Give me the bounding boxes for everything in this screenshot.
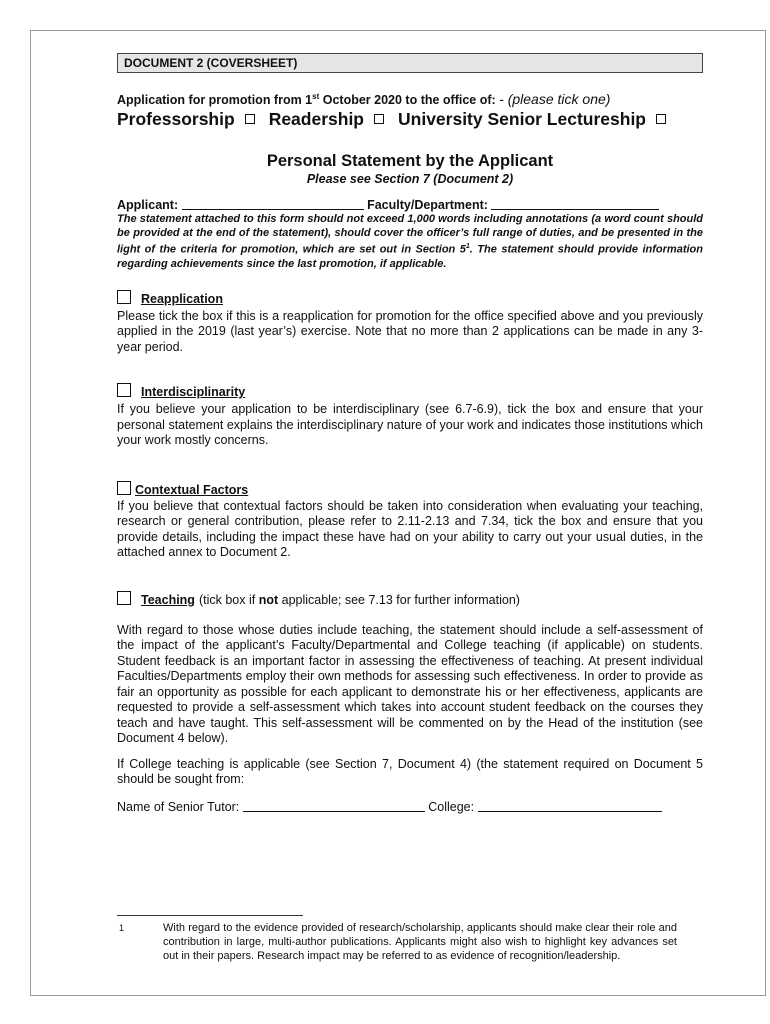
footnote-number: 1: [119, 923, 125, 933]
reapplication-body: Please tick the box if this is a reapplication for promotion for the office specified above and you previously applied in the 2019 (last year’s) exercise. Note that no more than 2 applications can be made in any 3-year period.: [117, 308, 703, 354]
teaching-note-b: applicable; see 7.13 for further information): [278, 592, 520, 607]
footnote-text: With regard to the evidence provided of research/scholarship, applicants should make clear their role and contribution in large, multi-author publications. Applicants might also wish to highlight key advances set out in their papers. Research impact may be referred to as evidence of recognition/leadership.: [163, 922, 677, 962]
college-field[interactable]: [478, 800, 662, 812]
document-content: [117, 53, 703, 815]
tick-note: - (please tick one): [499, 91, 611, 107]
applicant-label: Applicant:: [117, 198, 179, 212]
notice-text-a: The statement attached to this form should not exceed 1,000 words including annotations (a word count should be provided at the end of the statement), should cover the officer’s full range of duties, and be presented in the light of the criteria for promotion, which are set out in Section 5: [117, 213, 703, 256]
application-sup: st: [312, 91, 320, 101]
office-senior-lectureship-label: University Senior Lectureship: [398, 109, 646, 129]
teaching-body: With regard to those whose duties include teaching, the statement should include a self-assessment of the impact of the applicant’s Faculty/Departmental and College teaching (if applicable) on students. Student feedback is an important factor in assessing the effectiveness of teaching. At present individual Faculties/Departments employ their own methods for assessing such effectiveness. In order to provide as fair an opportunity as possible for each applicant to demonstrate his or her effectiveness, applicants are requested to provide a self-assessment which takes into account student feedback on the courses they teach and have taught. This self-assessment will be commented on by the Head of the institution (see Document 4 below).: [117, 622, 703, 746]
reapplication-title: Reapplication: [141, 291, 223, 306]
contextual-section: [117, 479, 703, 561]
interdisciplinarity-checkbox[interactable]: [117, 383, 131, 397]
teaching-note-bold: not: [258, 592, 279, 607]
statement-notice: [117, 212, 703, 271]
document-page: [30, 30, 766, 996]
college-teaching-note: If College teaching is applicable (see Section 7, Document 4) (the statement required on Document 5 should be sought from:: [117, 756, 703, 787]
footnote: [117, 921, 677, 963]
faculty-field[interactable]: [491, 198, 659, 210]
document-header-label: DOCUMENT 2 (COVERSHEET): [124, 56, 298, 70]
footnote-divider: [117, 915, 303, 916]
teaching-note-a: (tick box if: [198, 592, 259, 607]
interdisciplinarity-body: If you believe your application to be interdisciplinary (see 6.7-6.9), tick the box and ensure that your personal statement explains the interdisciplinary nature of your work and indicates those institutions which your work mostly concerns.: [117, 402, 703, 448]
office-readership-label: Readership: [268, 109, 364, 129]
senior-lectureship-checkbox[interactable]: [656, 114, 666, 124]
notice-footnote-ref: 1: [465, 243, 470, 250]
interdisciplinarity-section: [117, 381, 703, 449]
senior-tutor-label: Name of Senior Tutor:: [117, 799, 240, 814]
notice-text-b: . The statement should provide information regarding achievements since the last promotion, if applicable.: [117, 243, 703, 270]
tutor-line: [117, 800, 703, 816]
reapplication-checkbox[interactable]: [117, 290, 131, 304]
reapplication-section: [117, 288, 703, 356]
applicant-field[interactable]: [182, 198, 364, 210]
teaching-note: [199, 593, 520, 607]
senior-tutor-field[interactable]: [243, 800, 425, 812]
office-professorship-label: Professorship: [117, 109, 235, 129]
application-prefix: Application for promotion from 1: [117, 93, 313, 107]
professorship-checkbox[interactable]: [245, 114, 255, 124]
faculty-label: Faculty/Department:: [367, 198, 488, 212]
contextual-title: Contextual Factors: [135, 482, 249, 497]
document-header: [117, 53, 703, 73]
contextual-body: If you believe that contextual factors should be taken into consideration when evaluating your teaching, research or general contribution, please refer to 2.11-2.13 and 7.34, tick the box and ensure that you provide details, including the impact these have had on your ability to carry out your usual duties, in the attached annex to Document 2.: [117, 498, 703, 560]
readership-checkbox[interactable]: [374, 114, 384, 124]
college-label: College:: [428, 799, 475, 814]
teaching-title: Teaching: [141, 592, 195, 607]
application-suffix: October 2020 to the office of:: [319, 93, 500, 107]
contextual-checkbox[interactable]: [117, 481, 131, 495]
office-options: [117, 109, 703, 130]
teaching-section: [117, 589, 703, 788]
statement-title: Personal Statement by the Applicant: [266, 152, 554, 170]
statement-subtitle: Please see Section 7 (Document 2): [306, 172, 514, 186]
teaching-checkbox[interactable]: [117, 591, 131, 605]
application-line: [117, 91, 703, 107]
interdisciplinarity-title: Interdisciplinarity: [141, 385, 246, 400]
applicant-line: [117, 198, 703, 212]
